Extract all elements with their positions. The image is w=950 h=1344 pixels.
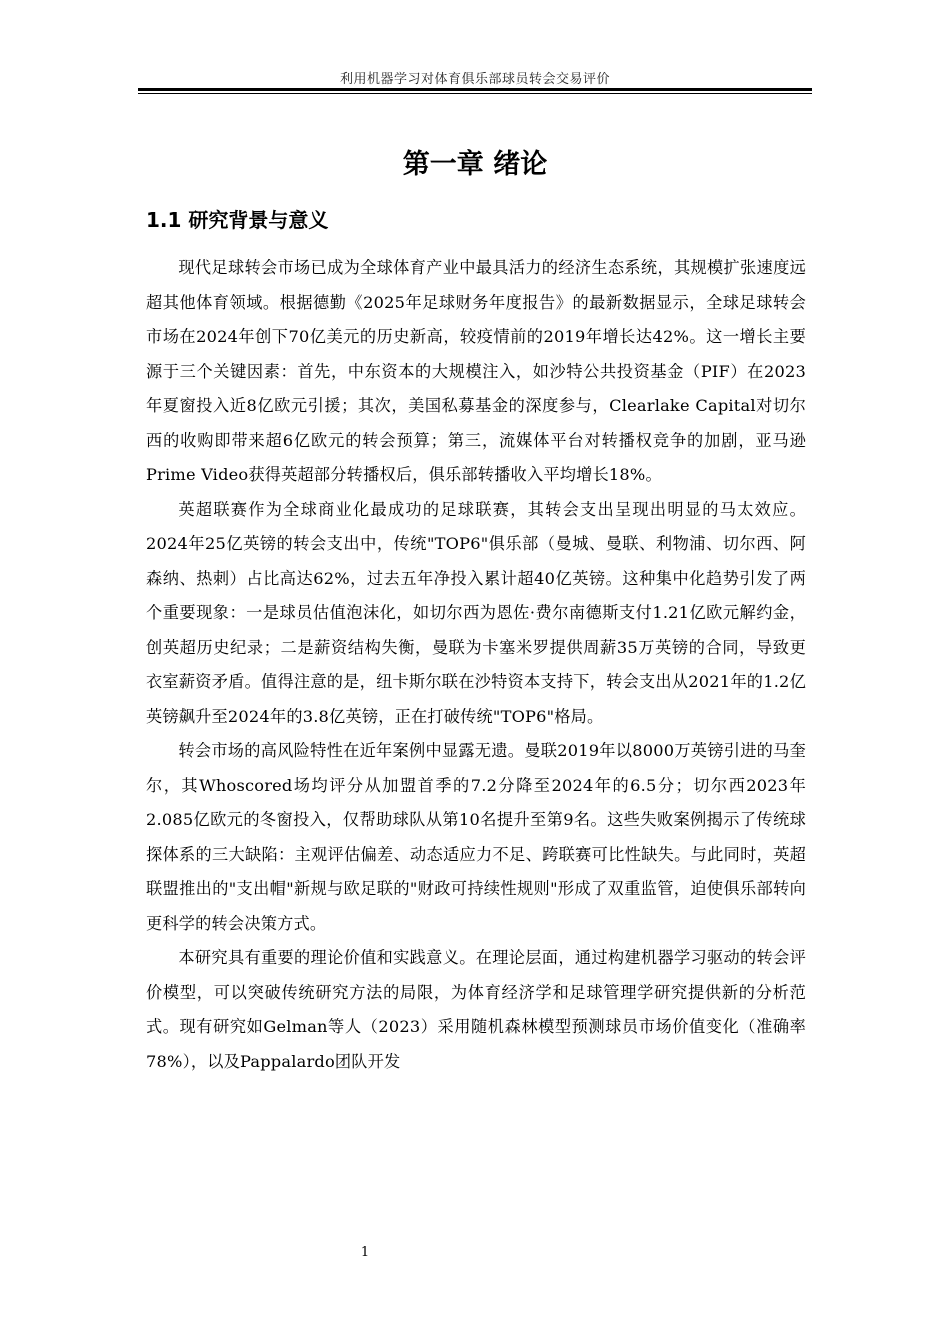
section-title: 1.1 研究背景与意义 [146, 208, 329, 232]
chapter-title: 第一章 绪论 [402, 149, 548, 180]
running-header: 利用机器学习对体育俱乐部球员转会交易评价 [339, 72, 610, 87]
page-number: 1 [360, 1245, 370, 1260]
paragraph: 转会市场的高风险特性在近年案例中显露无遗。曼联2019年以8000万英镑引进的马奎尔，其Whoscored场均评分从加盟首季的7.2分降至2024年的6.5分；切尔西2023年2.085亿欧元的冬窗投入，仅帮助球队从第10名提升至第9名。这些失败案例揭示了传统球探体系的三大缺陷：主观评估偏差、动态适应力不足、跨联赛可比性缺失。与此同时，英超联盟推出的"支出帽"新规与欧足联的"财政可持续性规则"形成了双重监管，迫使俱乐部转向更科学的转会决策方式。 [146, 741, 806, 933]
header-rule-thick [138, 88, 812, 91]
body-text [146, 251, 806, 1079]
paragraph: 现代足球转会市场已成为全球体育产业中最具活力的经济生态系统，其规模扩张速度远超其他体育领域。根据德勤《2025年足球财务年度报告》的最新数据显示，全球足球转会市场在2024年创下70亿美元的历史新高，较疫情前的2019年增长达42%。这一增长主要源于三个关键因素：首先，中东资本的大规模注入，如沙特公共投资基金（PIF）在2023年夏窗投入近8亿欧元引援；其次，美国私募基金的深度参与，Clearlake Capital对切尔西的收购即带来超6亿欧元的转会预算；第三，流媒体平台对转播权竞争的加剧，亚马逊Prime Video获得英超部分转播权后，俱乐部转播收入平均增长18%。 [146, 258, 806, 484]
paragraph: 英超联赛作为全球商业化最成功的足球联赛，其转会支出呈现出明显的马太效应。2024年25亿英镑的转会支出中，传统"TOP6"俱乐部（曼城、曼联、利物浦、切尔西、阿森纳、热刺）占比高达62%，过去五年净投入累计超40亿英镑。这种集中化趋势引发了两个重要现象：一是球员估值泡沫化，如切尔西为恩佐·费尔南德斯支付1.21亿欧元解约金，创英超历史纪录；二是薪资结构失衡，曼联为卡塞米罗提供周薪35万英镑的合同，导致更衣室薪资矛盾。值得注意的是，纽卡斯尔联在沙特资本支持下，转会支出从2021年的1.2亿英镑飙升至2024年的3.8亿英镑，正在打破传统"TOP6"格局。 [146, 499, 806, 726]
paragraph: 本研究具有重要的理论价值和实践意义。在理论层面，通过构建机器学习驱动的转会评价模型，可以突破传统研究方法的局限，为体育经济学和足球管理学研究提供新的分析范式。现有研究如Gelman等人（2023）采用随机森林模型预测球员市场价值变化（准确率78%），以及Pappalardo团队开发 [146, 948, 806, 1071]
header-rule-thin [138, 93, 812, 94]
